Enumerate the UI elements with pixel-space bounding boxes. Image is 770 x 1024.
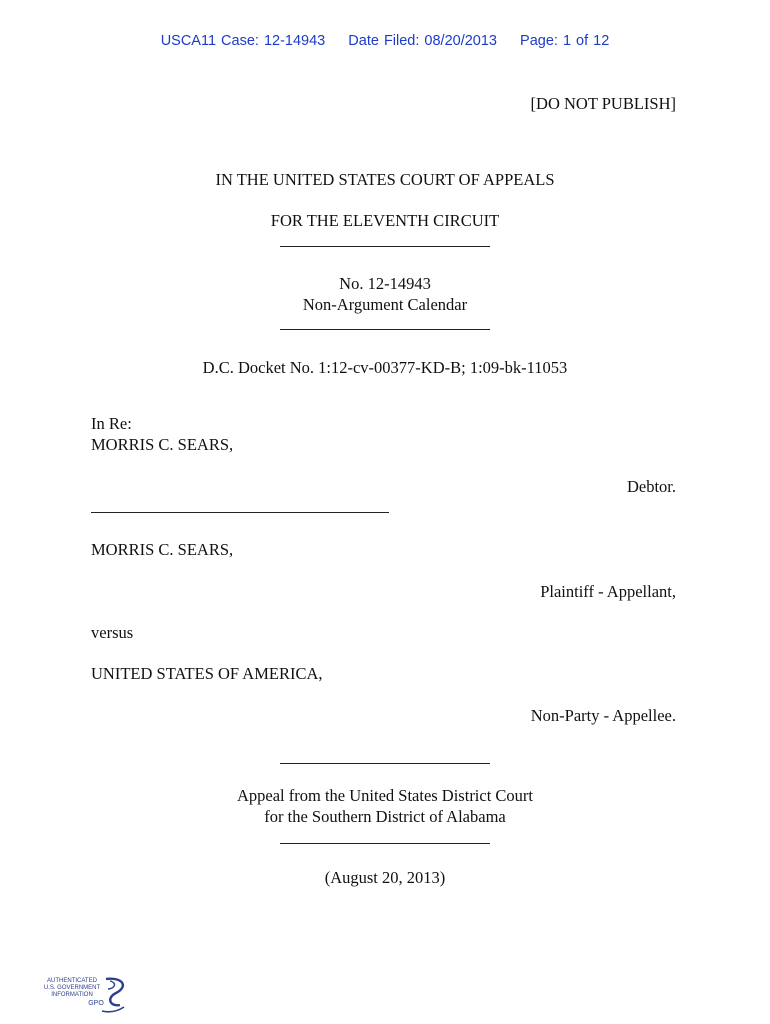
defendant-name: UNITED STATES OF AMERICA, xyxy=(91,664,323,683)
gpo-line-3: INFORMATION xyxy=(51,992,93,998)
divider-rule xyxy=(280,329,490,330)
eagle-wing-icon xyxy=(108,981,114,989)
case-number-header: USCA11 Case: 12-14943 xyxy=(160,33,326,49)
gpo-line-2: U.S. GOVERNMENT xyxy=(44,985,101,991)
gpo-line-1: AUTHENTICATED xyxy=(47,978,97,984)
in-re-label: In Re: xyxy=(91,414,132,433)
defendant-role: Non-Party - Appellee. xyxy=(530,706,676,725)
publish-note: [DO NOT PUBLISH] xyxy=(530,94,676,113)
debtor-role: Debtor. xyxy=(626,477,676,496)
page-indicator: Page: 1 of 12 xyxy=(520,33,610,49)
circuit-name: FOR THE ELEVENTH CIRCUIT xyxy=(270,211,500,230)
plaintiff-role: Plaintiff - Appellant, xyxy=(540,582,676,601)
swoosh-tail-icon xyxy=(102,1007,124,1012)
appeal-district: for the Southern District of Alabama xyxy=(264,807,506,826)
date-filed-header: Date Filed: 08/20/2013 xyxy=(348,33,497,49)
filing-header xyxy=(0,33,770,49)
docket-number: D.C. Docket No. 1:12-cv-00377-KD-B; 1:09-bk-11053 xyxy=(202,358,568,377)
debtor-name: MORRIS C. SEARS, xyxy=(91,435,234,454)
case-number: No. 12-14943 xyxy=(339,274,431,293)
divider-rule xyxy=(280,246,490,247)
party-divider-rule xyxy=(91,512,389,513)
calendar-type: Non-Argument Calendar xyxy=(302,295,468,314)
gpo-authentication-logo xyxy=(44,975,130,1017)
divider-rule xyxy=(280,763,490,764)
gpo-mark: GPO xyxy=(88,1000,104,1007)
court-name: IN THE UNITED STATES COURT OF APPEALS xyxy=(215,170,555,189)
decision-date: (August 20, 2013) xyxy=(324,868,446,887)
plaintiff-name: MORRIS C. SEARS, xyxy=(91,540,234,559)
appeal-origin: Appeal from the United States District Court xyxy=(236,786,534,805)
versus-label: versus xyxy=(91,623,134,642)
divider-rule xyxy=(280,843,490,844)
